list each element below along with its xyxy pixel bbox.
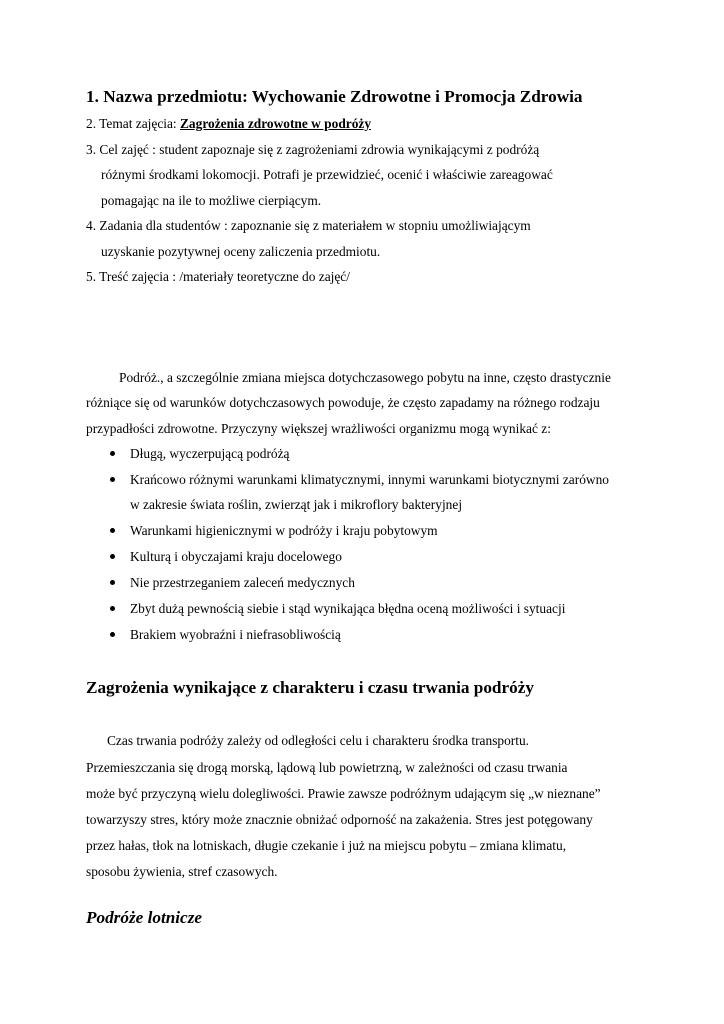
bullet-icon [110,528,115,533]
bullet-icon [110,580,115,585]
goal-line-3: pomagając na ile to możliwe cierpiącym. [101,193,322,208]
list-item-text: Nie przestrzeganiem zaleceń medycznych [130,575,355,590]
list-item-text: Kulturą i obyczajami kraju docelowego [130,549,342,564]
list-item-text: Warunkami higienicznymi w podróży i kraju pobytowym [130,523,438,538]
bullet-icon [110,451,115,456]
section2-line-1: Czas trwania podróży zależy od odległości celu i charakteru środka transportu. [107,733,530,748]
list-item-text: w zakresie świata roślin, zwierząt jak i mikroflory bakteryjnej [130,497,463,512]
section-heading-italic: Podróże lotnicze [86,908,203,927]
tasks-line-2: uzyskanie pozytywnej oceny zaliczenia przedmiotu. [101,244,381,259]
intro-line-1: Podróż., a szczególnie zmiana miejsca dotychczasowego pobytu na inne, często drastycznie [119,370,611,385]
section2-line-5: przez hałas, tłok na lotniskach, długie czekanie i już na miejscu pobytu – zmiana klimatu, [86,838,567,853]
bullet-icon [110,477,115,482]
topic-title: Zagrożenia zdrowotne w podróży [180,116,372,131]
bullet-icon [110,632,115,637]
section2-line-4: towarzyszy stres, który może znacznie obniżać odporność na zakażenia. Stres jest potęgowany [86,812,593,827]
goal-line-2: różnymi środkami lokomocji. Potrafi je przewidzieć, ocenić i właściwie zareagować [101,167,553,182]
section-heading: Zagrożenia wynikające z charakteru i czasu trwania podróży [86,678,534,697]
list-item-text: Krańcowo różnymi warunkami klimatycznymi, innymi warunkami biotycznymi zarówno [130,472,609,487]
section2-line-6: sposobu żywienia, stref czasowych. [86,864,278,879]
list-item-text: Długą, wyczerpującą podróżą [130,446,290,461]
tasks-line-1: 4. Zadania dla studentów : zapoznanie się z materiałem w stopniu umożliwiającym [86,218,531,233]
goal-line-1: 3. Cel zajęć : student zapoznaje się z zagrożeniami zdrowia wynikającymi z podróżą [86,142,540,157]
content-line: 5. Treść zajęcia : /materiały teoretyczne do zajęć/ [86,269,350,284]
bullet-icon [110,554,115,559]
topic-line [86,116,371,132]
topic-prefix: 2. Temat zajęcia: [86,116,180,131]
list-item-text: Zbyt dużą pewnością siebie i stąd wynikająca błędna oceną możliwości i sytuacji [130,601,566,616]
section2-line-3: może być przyczyną wielu dolegliwości. Prawie zawsze podróżnym udającym się „w nieznane” [86,786,601,801]
section2-line-2: Przemieszczania się drogą morską, lądową lub powietrzną, w zależności od czasu trwania [86,760,568,775]
course-title: 1. Nazwa przedmiotu: Wychowanie Zdrowotne i Promocja Zdrowia [86,87,583,106]
list-item-text: Brakiem wyobraźni i niefrasobliwością [130,627,341,642]
bullet-icon [110,606,115,611]
intro-line-2: różniące się od warunków dotychczasowych powoduje, że często zapadamy na różnego rodzaju [86,395,600,410]
intro-line-3: przypadłości zdrowotne. Przyczyny większej wrażliwości organizmu mogą wynikać z: [86,421,551,436]
